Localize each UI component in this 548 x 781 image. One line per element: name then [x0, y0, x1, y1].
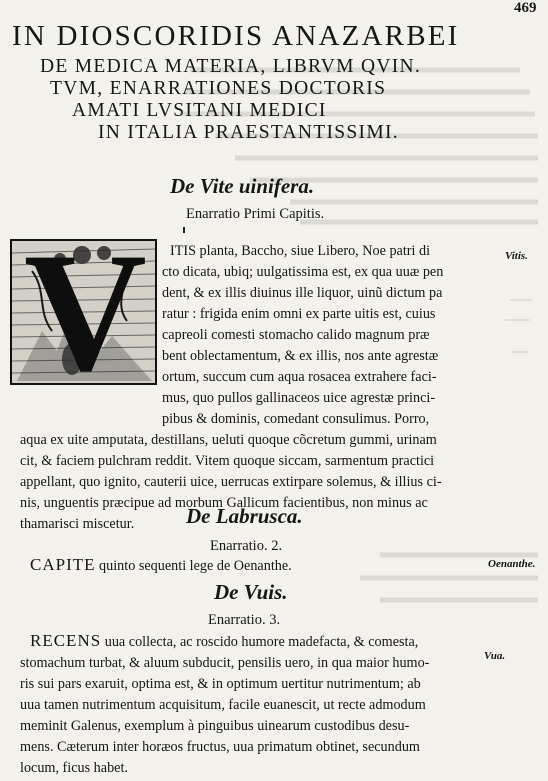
vuis-line-1	[30, 631, 418, 652]
labrusca-lead-word: CAPITE	[30, 555, 96, 574]
subheading-enarratio-2: Enarratio. 2.	[210, 538, 283, 554]
body-line-5: capreoli comesti stomacho calido magnum præ	[162, 327, 430, 343]
title-line-5: IN ITALIA PRAESTANTISSIMI.	[98, 122, 399, 143]
margin-note-oenanthe: Oenanthe.	[488, 558, 536, 570]
body-line-8: mus, quo pullos gallinaceos uice agrestæ princi-	[162, 390, 436, 406]
title-line-3: TVM, ENARRATIONES DOCTORIS	[50, 78, 387, 99]
body-line-3: dent, & ex illis diuinus ille liquor, uinũ dictum pa	[162, 285, 443, 301]
subheading-primi-capitis: Enarratio Primi Capitis.	[186, 206, 325, 222]
vuis-line-7: locum, ficus habet.	[20, 760, 128, 776]
vuis-line-1-rest: uua collecta, ac roscido humore madefacta, & comesta,	[101, 634, 419, 650]
margin-note-vitis: Vitis.	[505, 250, 528, 262]
page-number: 469	[514, 0, 537, 16]
subheading-enarratio-3: Enarratio. 3.	[208, 612, 281, 628]
vuis-line-5: meminit Galenus, exemplum à pinguibus uinearum custodibus desu-	[20, 718, 410, 734]
vuis-line-2: stomachum turbat, & aluum subducit, pensilis uero, in qua maior humo-	[20, 655, 430, 671]
body-line-11: cit, & faciem pulchram reddit. Vitem quoque siccam, sarmentum practici	[20, 453, 435, 469]
vuis-lead-word: RECENS	[30, 631, 102, 650]
body-line-14: thamarisci miscetur.	[20, 516, 135, 532]
decorated-initial	[10, 239, 157, 385]
labrusca-line	[30, 555, 292, 576]
vuis-line-6: mens. Cæterum inter horæos fructus, uua primatum obtinet, secundum	[20, 739, 420, 755]
body-line-1: ITIS planta, Baccho, siue Libero, Noe patri di	[170, 243, 431, 259]
section-heading-vite: De Vite uinifera.	[170, 174, 315, 198]
title-line-4: AMATI LVSITANI MEDICI	[72, 100, 327, 121]
margin-note-vua: Vua.	[484, 650, 506, 662]
labrusca-line-rest: quinto sequenti lege de Oenanthe.	[95, 558, 292, 574]
body-line-12: appellant, quo ignito, cauterii uice, uerrucas extirpare solemus, & illius ci-	[20, 474, 442, 490]
title-line-2: DE MEDICA MATERIA, LIBRVM QVIN.	[40, 56, 422, 77]
title-line-1: IN DIOSCORIDIS ANAZARBEI	[12, 20, 460, 52]
vuis-line-4: uua tamen nutrimentum acquisitum, facile euanescit, ut recte admodum	[20, 697, 426, 713]
body-line-9: pibus & dominis, comedant consulimus. Porro,	[162, 411, 430, 427]
section-heading-vuis: De Vuis.	[214, 580, 288, 604]
body-line-13: nis, unguentis præcipue ad morbum Gallicum facientibus, non minus ac	[20, 495, 428, 511]
body-line-4: ratur : frigida enim omni ex parte uitis est, cuius	[162, 306, 436, 322]
printer-mark	[183, 227, 185, 233]
section-heading-labrusca: De Labrusca.	[186, 504, 303, 528]
initial-letter: V	[24, 239, 147, 385]
body-line-6: bent oblectamentum, & ex illis, nos ante agrestæ	[162, 348, 439, 364]
body-line-10: aqua ex uite amputata, destillans, ueluti quoque cõcretum gummi, urinam	[20, 432, 437, 448]
body-line-2: cto dicata, ubiq; uulgatissima est, ex qua uuæ pen	[162, 264, 444, 280]
body-line-7: ortum, succum cum aqua rosacea extrahere faci-	[162, 369, 437, 385]
vuis-line-3: ris sui pars exaruit, optima est, & in optimum uertitur nutrimentum; ab	[20, 676, 421, 692]
